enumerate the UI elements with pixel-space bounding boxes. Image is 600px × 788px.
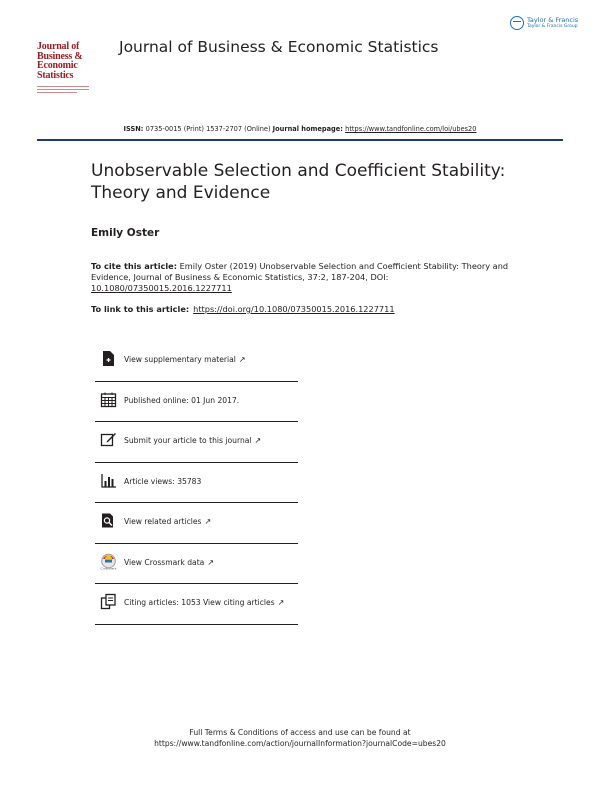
article-doi-link[interactable]: https://doi.org/10.1080/07350015.2016.1227711: [193, 304, 395, 314]
item-label: View Crossmark data: [124, 557, 205, 567]
bar-chart-icon: [100, 472, 117, 489]
issn-label: ISSN:: [123, 125, 146, 133]
homepage-label: Journal homepage:: [272, 125, 346, 133]
related-articles-item[interactable]: [95, 503, 298, 544]
item-label: Submit your article to this journal: [124, 436, 252, 445]
supplementary-material-item[interactable]: [95, 341, 298, 382]
external-link-icon: ↗: [254, 436, 262, 445]
citation-doi-link[interactable]: 10.1080/07350015.2016.1227711: [91, 283, 232, 293]
footer-terms-text: Full Terms & Conditions of access and use can be found at: [189, 728, 411, 737]
footer: [0, 727, 600, 749]
citation-label: To cite this article:: [91, 261, 177, 271]
item-label: Published online: 01 Jun 2017.: [124, 395, 240, 405]
svg-text:Crossmark: Crossmark: [100, 566, 117, 570]
calendar-icon: [100, 391, 117, 408]
publisher-group: Taylor & Francis Group: [527, 24, 578, 29]
edit-icon: [100, 431, 117, 448]
publisher-logo[interactable]: [510, 16, 586, 34]
article-title: Unobservable Selection and Coefficient Stability: Theory and Evidence: [91, 161, 506, 203]
issn-line: [0, 125, 600, 133]
citing-articles-item[interactable]: [95, 584, 298, 625]
header-divider: [37, 139, 563, 141]
supplementary-file-icon: [100, 350, 117, 367]
citing-articles-icon: [100, 593, 117, 610]
article-link-label: To link to this article:: [91, 304, 190, 314]
article-info-list: [95, 341, 298, 625]
journal-title: Journal of Business & Economic Statistics: [119, 38, 439, 56]
author-name: Emily Oster: [91, 227, 160, 239]
citation-text: Emily Oster (2019) Unobservable Selection and Coefficient Stability: Theory and Evidence, Journal of Business & Economic Statistics, 37:2, 187-204, DOI:: [91, 261, 509, 282]
cover-title-line: Economic: [37, 60, 78, 71]
publisher-logo-icon: [510, 16, 524, 30]
submit-article-item[interactable]: [95, 422, 298, 463]
external-link-icon: ↗: [204, 517, 212, 526]
external-link-icon: ↗: [277, 598, 285, 607]
journal-homepage-link[interactable]: https://www.tandfonline.com/loi/ubes20: [345, 125, 477, 133]
external-link-icon: ↗: [207, 557, 215, 567]
publisher-name: Taylor & Francis: [527, 16, 579, 24]
cover-title-line: Journal of: [37, 41, 80, 52]
item-label: View related articles: [124, 517, 202, 526]
cover-decoration: [37, 86, 93, 93]
footer-terms-link[interactable]: https://www.tandfonline.com/action/journalInformation?journalCode=ubes20: [154, 739, 446, 748]
citation-block: [91, 261, 511, 294]
item-label: Article views: 35783: [124, 476, 202, 486]
item-label: View supplementary material: [124, 355, 236, 364]
crossmark-item[interactable]: [95, 544, 298, 585]
search-document-icon: [100, 512, 117, 529]
item-label: Citing articles: 1053 View citing articles: [124, 598, 275, 607]
journal-cover-logo: [37, 42, 93, 104]
article-views-item: [95, 463, 298, 504]
crossmark-icon: [100, 553, 117, 570]
external-link-icon: ↗: [238, 355, 246, 364]
issn-value: 0735-0015 (Print) 1537-2707 (Online): [145, 125, 273, 133]
cover-title-line: Statistics: [37, 69, 74, 81]
article-link-block: [91, 304, 395, 314]
cover-title-line: Business &: [37, 50, 83, 62]
published-online-item: [95, 382, 298, 423]
